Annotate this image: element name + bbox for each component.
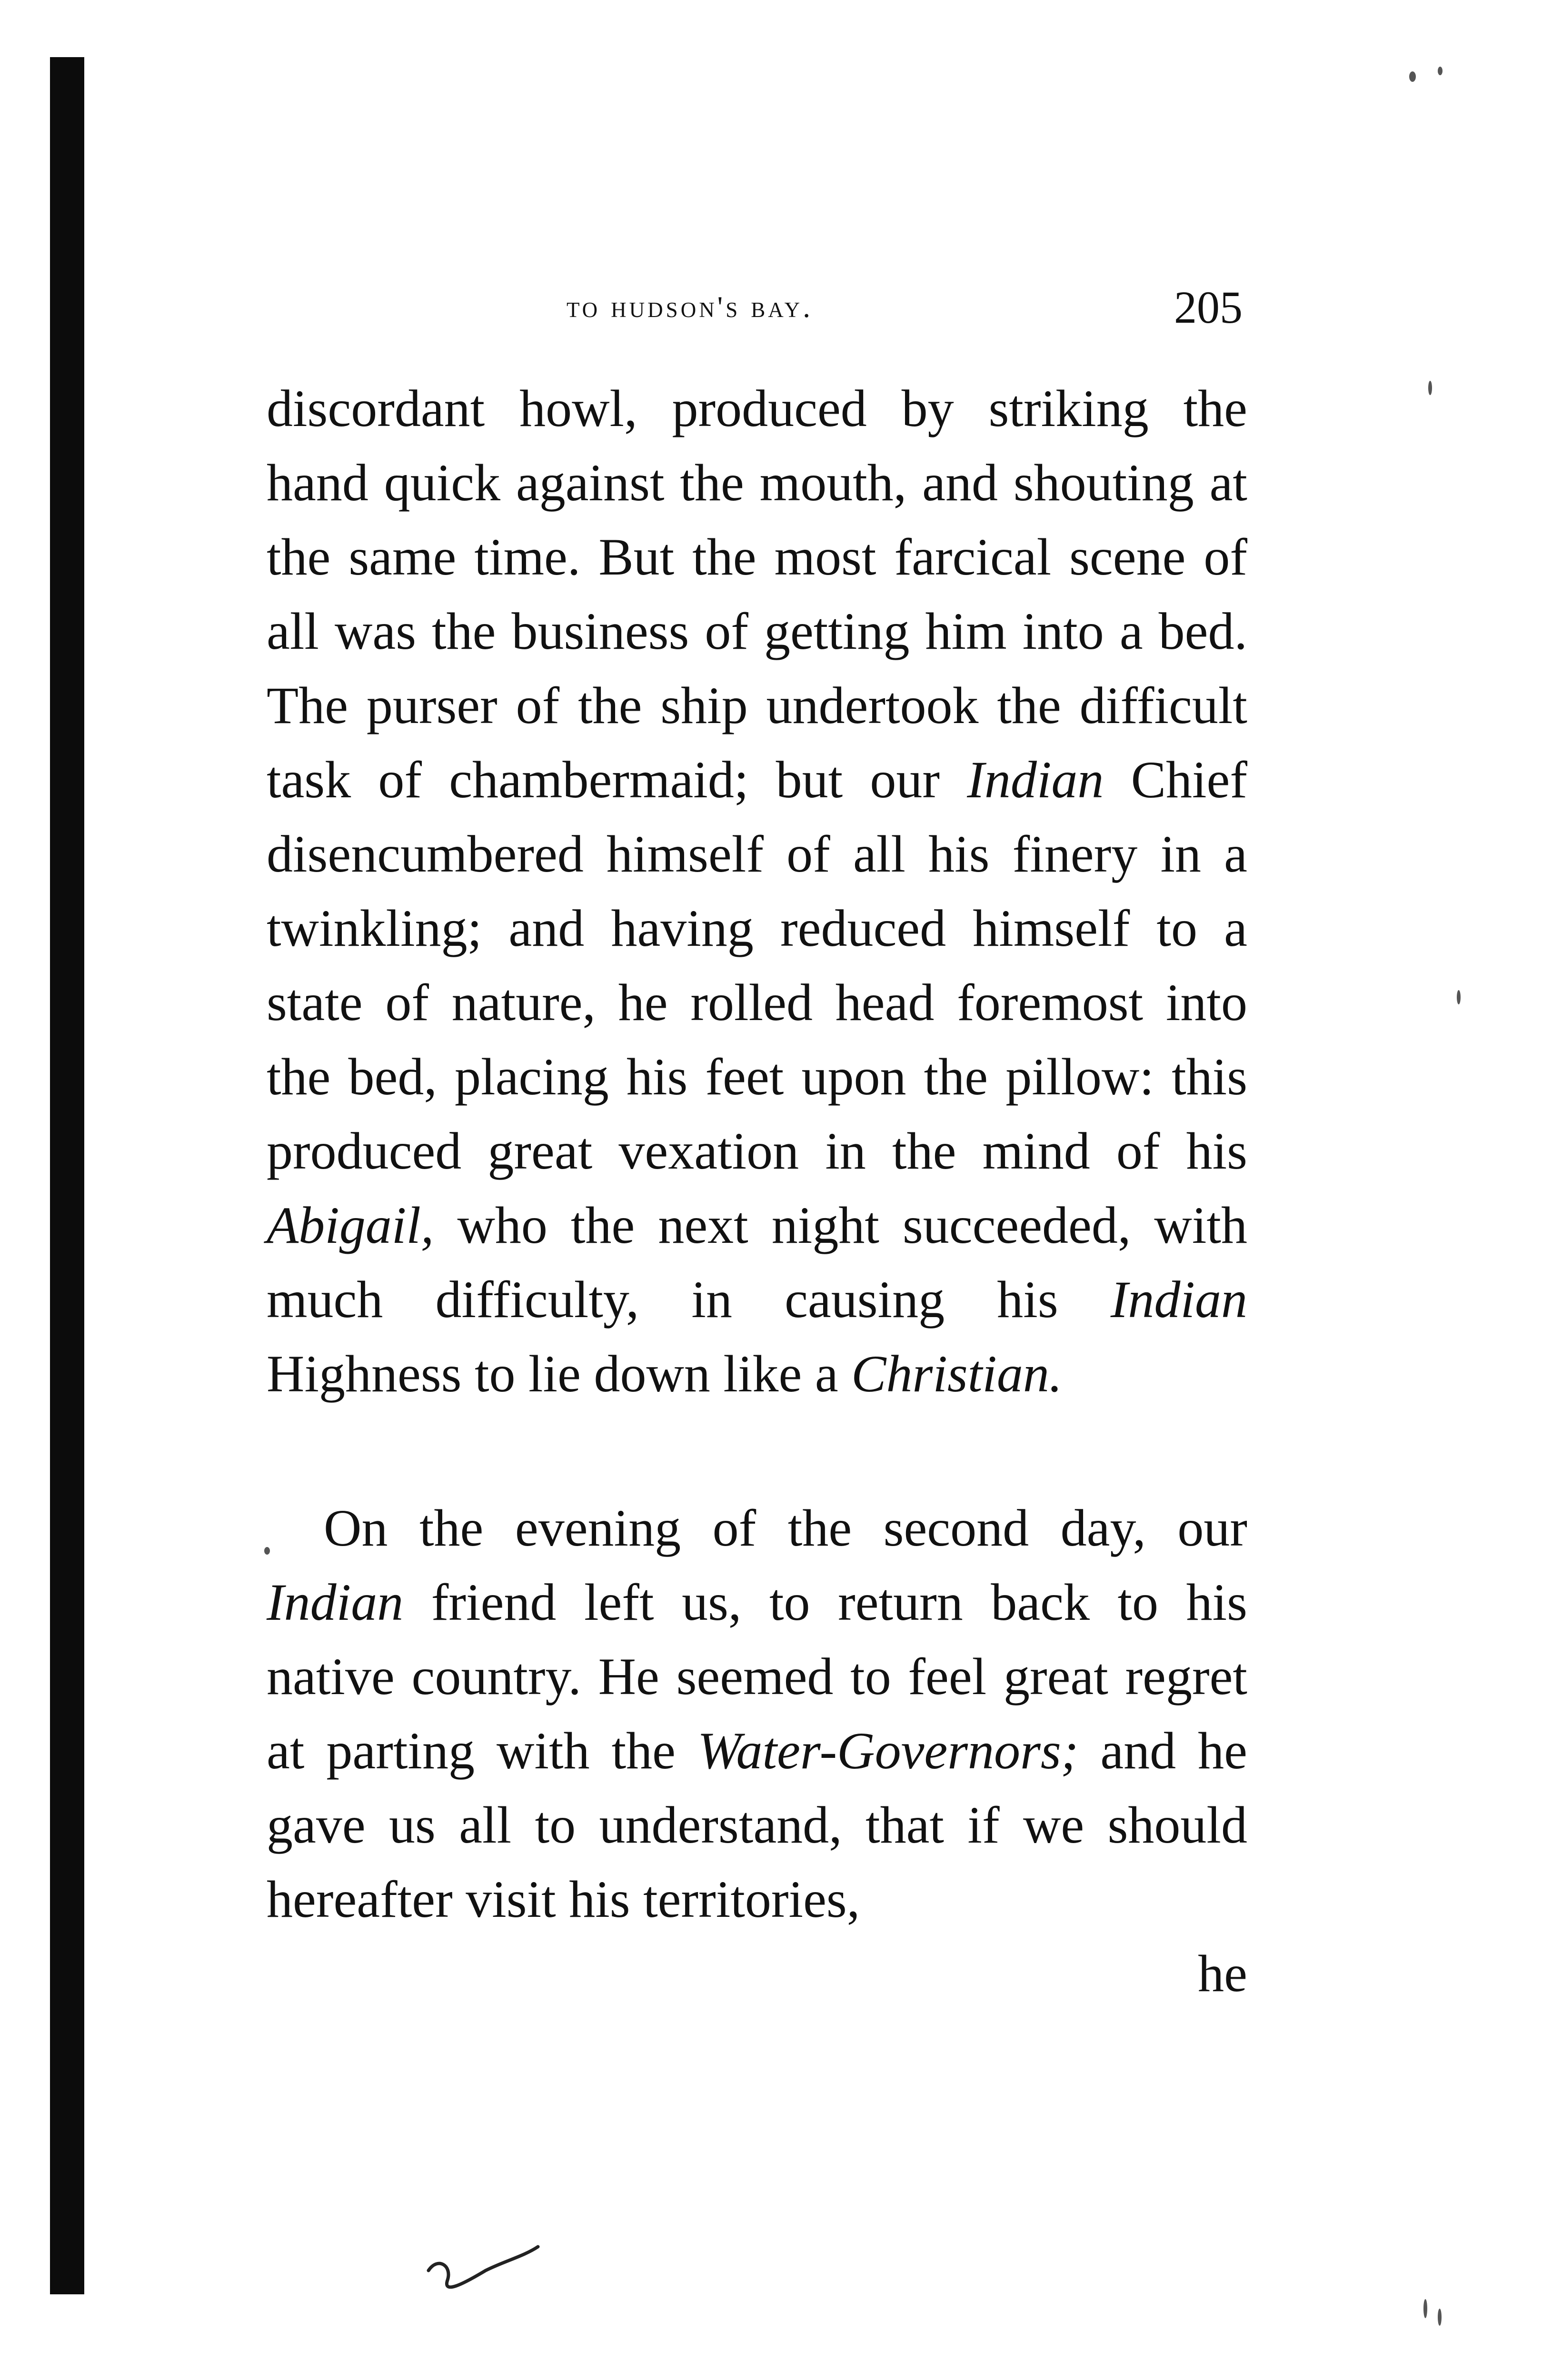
- paragraph-2: [267, 1491, 1247, 1936]
- catchword: he: [1198, 1944, 1247, 2003]
- text-segment-italic: Water-Governors;: [697, 1722, 1079, 1780]
- text-segment-italic: Christian.: [851, 1345, 1063, 1403]
- text-segment: and he gave us all to understand, that if we should hereafter visit his territories,: [267, 1722, 1247, 1928]
- text-segment-italic: Indian: [267, 1573, 404, 1631]
- page-header: [267, 281, 1243, 338]
- scan-speck: [264, 1547, 270, 1555]
- pencil-scribble-mark: [419, 2237, 543, 2304]
- text-segment: On the evening of the second day, our: [324, 1499, 1247, 1557]
- text-segment-italic: Indian: [967, 751, 1104, 809]
- text-segment: discordant howl, produced by striking the hand quick against the mouth, and shouting at the same time. But the most farcical scene of all was the business of getting him into a bed. The purser of the ship undertook the difficult task of chambermaid; but our: [267, 379, 1247, 809]
- running-head: to hudson's bay.: [567, 290, 814, 324]
- scan-speck: [1409, 71, 1416, 82]
- scan-speck: [1423, 2299, 1427, 2318]
- book-spine-shadow: [50, 57, 84, 2294]
- scan-speck: [1457, 990, 1461, 1004]
- text-segment-italic: Indian: [1110, 1270, 1247, 1329]
- text-segment: friend left us, to return back to his native country. He seemed to feel great regret at parting with the: [267, 1573, 1247, 1780]
- scan-speck: [1428, 381, 1432, 395]
- text-segment: who the next night succeeded, with much difficulty, in causing his: [267, 1196, 1247, 1329]
- page-body: [267, 371, 1247, 2011]
- paragraph-1: [267, 371, 1247, 1411]
- catchword-row: [267, 1936, 1247, 2011]
- text-segment: Chief disencumbered himself of all his finery in a twinkling; and having reduced himself to a state of nature, he rolled head foremost into the bed, placing his feet upon the pillow: this produced great vexation in the mind of his: [267, 751, 1247, 1180]
- text-segment: Highness to lie down like a: [267, 1345, 852, 1403]
- text-segment-italic: Abigail,: [267, 1196, 434, 1254]
- scan-speck: [1438, 67, 1443, 75]
- scan-speck: [1438, 2309, 1442, 2326]
- page-number: 205: [1174, 282, 1243, 333]
